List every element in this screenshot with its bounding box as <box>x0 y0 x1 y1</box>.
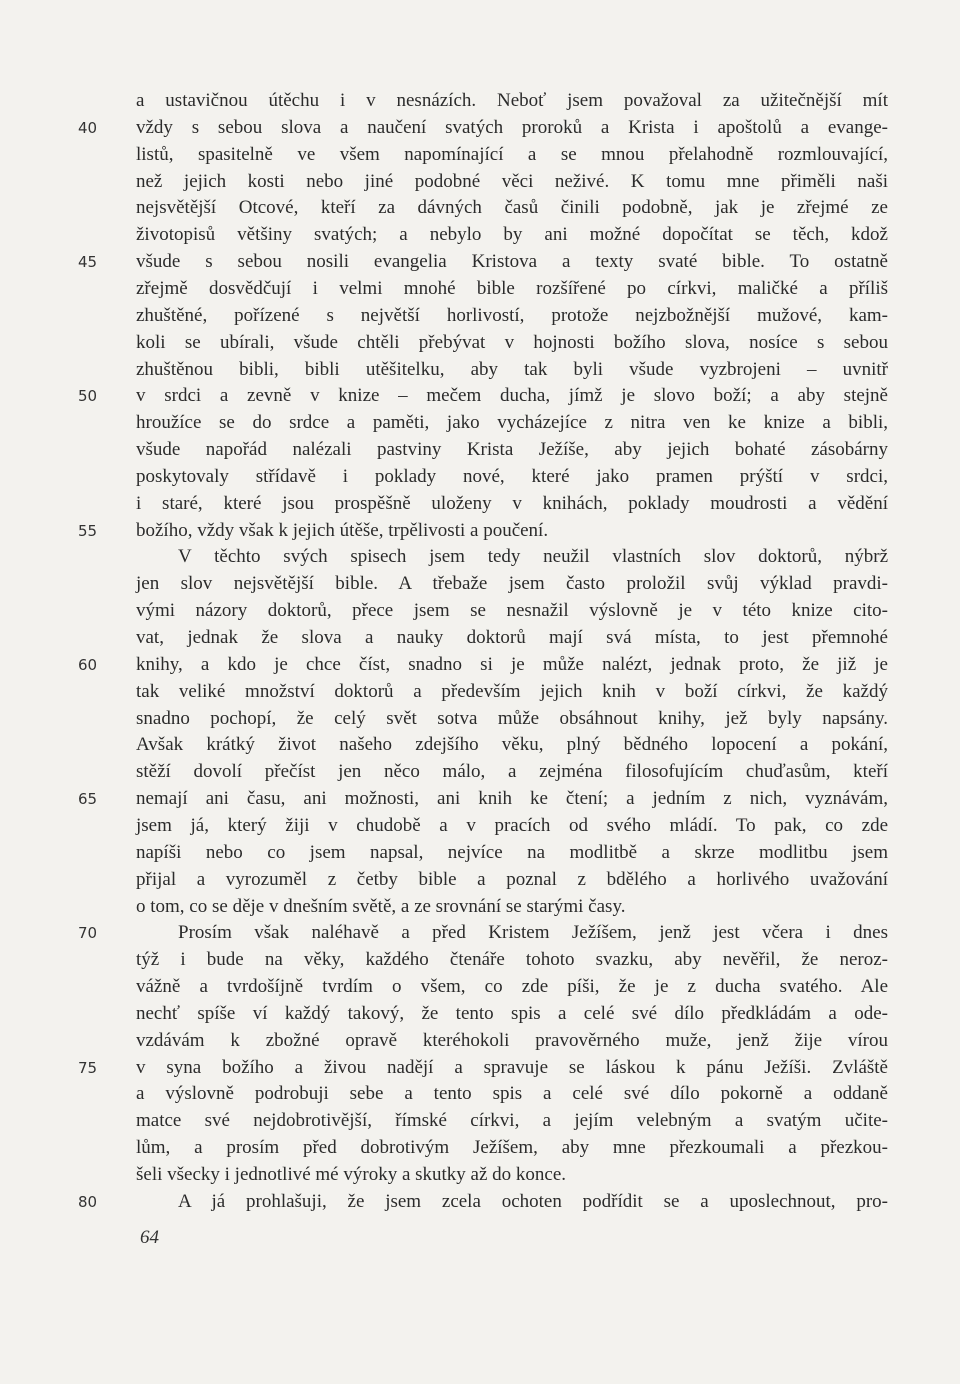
text-line: koli se ubírali, všude chtěli přebývat v hojnosti božího slova, nosíce s sebou <box>136 331 888 353</box>
text-line: nechť spíše ví každý takový, že tento spis a celé své dílo předkládám a ode- <box>136 1002 888 1024</box>
text-line: týž i bude na věky, každého čtenáře tohoto svazku, aby nevěřil, že neroz- <box>136 949 888 971</box>
text-line: a ustavičnou útěchu i v nesnázích. Neboť jsem považoval za užitečnější mít <box>136 90 888 111</box>
line-number: 70 <box>78 924 98 943</box>
text-line: snadno pochopí, že celý svět sotva může obsáhnout knihy, jež byly napsány. <box>136 707 888 729</box>
text-line: božího, vždy však k jejich útěše, trpělivosti a poučení. <box>136 519 549 541</box>
text-line: nemají ani času, ani možnosti, ani knih ke čtení; a jedním z nich, vyznávám, <box>136 788 888 810</box>
text-line: zhuštěnou bibli, bibli utěšitelku, aby tak byli všude vyzbrojeni – uvnitř <box>136 358 888 380</box>
text-line: zřejmě dosvědčují i velmi mnohé bible rozšířené po církvi, maličké a příliš <box>136 277 888 299</box>
text-line: zhuštěné, pořízené s největší horlivostí, protože nejzbožnější mužové, kam- <box>136 304 888 326</box>
text-line: všude s sebou nosili evangelia Kristova a texty svaté bible. To ostatně <box>136 251 888 273</box>
line-number: 50 <box>78 387 98 406</box>
text-line: vážně a tvrdošíjně tvrdím o všem, co zde píši, že je z ducha svatého. Ale <box>136 976 888 998</box>
line-number: 75 <box>78 1058 98 1077</box>
text-line: listů, spasitelně ve všem napomínající a se mnou přelahodně rozmlouvající, <box>136 143 888 165</box>
text-line: v syna božího a živou nadějí a spravuje se láskou k pánu Ježíši. Zvláště <box>136 1056 888 1078</box>
text-line: stěží dovolí přečíst jen něco málo, a zejména filosofujícím chuďasům, kteří <box>136 761 888 783</box>
text-line: knihy, a kdo je chce číst, snadno si je může nalézt, jednak proto, že již je <box>136 653 888 675</box>
text-line: Prosím však naléhavě a před Kristem Ježíšem, jenž jest včera i dnes <box>178 922 888 944</box>
text-line: Avšak krátký život našeho zdejšího věku, plný bědného lopocení a pokání, <box>136 734 888 756</box>
text-line: a výslovně podrobuji sebe a tento spis a celé své dílo pokorně a oddaně <box>136 1083 888 1105</box>
line-number: 60 <box>78 655 98 674</box>
line-number: 80 <box>78 1192 98 1211</box>
text-line: vat, jednak že slova a nauky doktorů mají svá místa, to jest přemnohé <box>136 627 888 648</box>
text-line: napíši nebo co jsem napsal, nejvíce na modlitbě a skrze modlitbu jsem <box>136 841 888 863</box>
text-line: vždy s sebou slova a naučení svatých proroků a Krista i apoštolů a evange- <box>136 116 888 138</box>
text-line: než jejich kosti nebo jiné podobné věci neživé. K tomu mne přiměli naši <box>136 170 888 192</box>
text-line: přijal a vyrozuměl z četby bible a poznal z bdělého a horlivého uvažování <box>136 868 888 890</box>
text-line: lům, a prosím před dobrotivým Ježíšem, aby mne přezkoumali a přezkou- <box>136 1137 888 1159</box>
line-number: 45 <box>78 253 98 272</box>
text-line: i staré, které jsou prospěšně uloženy v knihách, poklady moudrosti a vědění <box>136 492 888 514</box>
text-line: životopisů většiny svatých; a nebylo by ani možné dopočítat se těch, kdož <box>136 224 888 246</box>
text-line: jsem já, který žiji v chudobě a v pracích od svého mládí. To pak, co zde <box>136 814 888 836</box>
line-number: 65 <box>78 790 98 809</box>
text-line: v srdci a zevně v knize – mečem ducha, jímž je slovo boží; a aby stejně <box>136 385 888 407</box>
text-line: vzdávám k zbožné opravě kteréhokoli pravověrného muže, jenž žije vírou <box>136 1029 888 1051</box>
text-line: vými názory doktorů, přece jsem se nesnažil výslovně je v této knize cito- <box>136 600 888 622</box>
line-number: 55 <box>78 521 98 540</box>
text-line: A já prohlašuji, že jsem zcela ochoten podřídit se a uposlechnout, pro- <box>178 1190 888 1212</box>
page-number: 64 <box>140 1227 159 1248</box>
text-line: jen slov nejsvětější bible. A třebaže jsem často proložil svůj výklad pravdi- <box>136 573 888 595</box>
text-line: V těchto svých spisech jsem tedy neužil vlastních slov doktorů, nýbrž <box>178 546 888 568</box>
text-line: poskytovaly střídavě i poklady nové, které jako pramen prýští v srdci, <box>136 465 888 487</box>
text-line: všude napořád nalézali pastviny Krista Ježíše, aby jejich bohaté zásobárny <box>136 439 888 461</box>
text-line: šeli všecky i jednotlivé mé výroky a skutky až do konce. <box>136 1164 567 1185</box>
text-line: nejsvětější Otcové, kteří za dávných časů činili podobně, jak je zřejmé ze <box>136 197 888 219</box>
text-line: hroužíce se do srdce a paměti, jako vycházejíce z nitra ven ke knize a bibli, <box>136 412 888 434</box>
text-line: tak veliké množství doktorů a především jejich knih v boží církvi, že každý <box>136 680 888 702</box>
text-line: matce své nejdobrotivější, římské církvi, a jejím velebným a svatým učite- <box>136 1110 888 1132</box>
text-line: o tom, co se děje v dnešním světě, a ze srovnání se starými časy. <box>136 895 626 917</box>
line-number: 40 <box>78 118 98 137</box>
